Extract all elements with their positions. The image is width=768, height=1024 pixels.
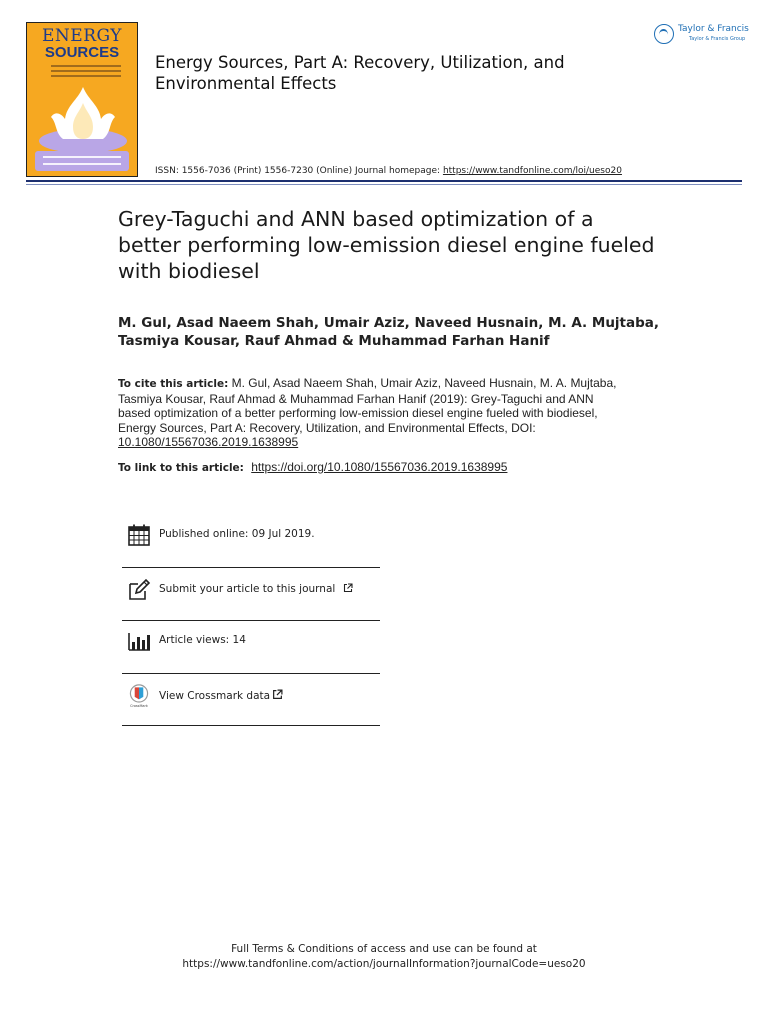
citation-label: To cite this article:	[118, 378, 229, 390]
citation-text: M. Gul, Asad Naeem Shah, Umair Aziz, Naveed Husnain, M. A. Mujtaba, Tasmiya Kousar, Rauf Ahmad & Muhammad Farhan Hanif (2019): Grey-Taguchi and ANN based optimization of a better performing low-emission diesel engine fueled with biodiesel, Energy Sources, Part A: Recovery, Utilization, and Environmental Effects, DOI:	[118, 376, 617, 435]
crossmark-label: View Crossmark data	[159, 690, 271, 702]
published-online-text: Published online: 09 Jul 2019.	[159, 528, 315, 540]
terms-text: Full Terms & Conditions of access and use can be found at	[231, 943, 537, 955]
header-divider	[26, 180, 742, 182]
submit-article-label: Submit your article to this journal	[159, 583, 336, 595]
crossmark-row[interactable]	[122, 676, 380, 716]
article-authors: M. Gul, Asad Naeem Shah, Umair Aziz, Naveed Husnain, M. A. Mujtaba, Tasmiya Kousar, Rauf Ahmad & Muhammad Farhan Hanif	[118, 315, 660, 349]
published-online-row	[122, 515, 380, 555]
cover-title-energy: ENERGY	[42, 26, 122, 46]
publisher-name: Taylor & Francis	[678, 24, 749, 34]
issn-text: ISSN: 1556-7036 (Print) 1556-7230 (Online) Journal homepage:	[155, 166, 441, 176]
bar-chart-icon	[127, 629, 151, 653]
submit-article-row[interactable]	[122, 570, 380, 610]
cover-title-sources: SOURCES	[44, 44, 120, 61]
calendar-icon	[127, 523, 151, 547]
publisher-logo[interactable]	[654, 22, 749, 48]
external-link-icon	[272, 689, 283, 700]
flame-illustration	[37, 83, 129, 153]
article-doi-link[interactable]: https://doi.org/10.1080/15567036.2019.1638995	[251, 460, 508, 474]
journal-homepage-link[interactable]: https://www.tandfonline.com/loi/ueso20	[442, 166, 622, 176]
journal-cover-image	[26, 22, 138, 177]
article-link-label: To link to this article:	[118, 462, 244, 474]
journal-title: Energy Sources, Part A: Recovery, Utilization, and Environmental Effects	[155, 53, 565, 93]
article-title: Grey-Taguchi and ANN based optimization of a better performing low-emission diesel engine fueled with biodiesel	[118, 207, 655, 283]
article-views-text: Article views: 14	[159, 634, 246, 646]
cover-subtitle-lines	[51, 65, 121, 80]
terms-url-link[interactable]: https://www.tandfonline.com/action/journalInformation?journalCode=ueso20	[182, 958, 586, 970]
cover-volume-banner	[35, 151, 129, 171]
info-divider	[122, 673, 380, 674]
edit-icon	[127, 578, 151, 602]
citation-block	[118, 376, 618, 450]
publisher-logo-icon	[654, 24, 674, 44]
info-divider	[122, 567, 380, 568]
header-divider-thin	[26, 184, 742, 185]
article-views-row	[122, 621, 380, 661]
info-divider	[122, 725, 380, 726]
publisher-group: Taylor & Francis Group	[689, 36, 746, 42]
terms-footer	[0, 942, 768, 972]
issn-line	[155, 166, 622, 176]
crossmark-icon	[127, 684, 151, 708]
submit-article-link[interactable]	[159, 583, 353, 595]
citation-doi-link[interactable]: 10.1080/15567036.2019.1638995	[118, 435, 299, 450]
crossmark-link[interactable]	[159, 689, 283, 702]
external-link-icon	[343, 583, 353, 593]
article-link-line	[118, 460, 507, 474]
crossmark-badge-label: CrossMark	[130, 704, 148, 708]
